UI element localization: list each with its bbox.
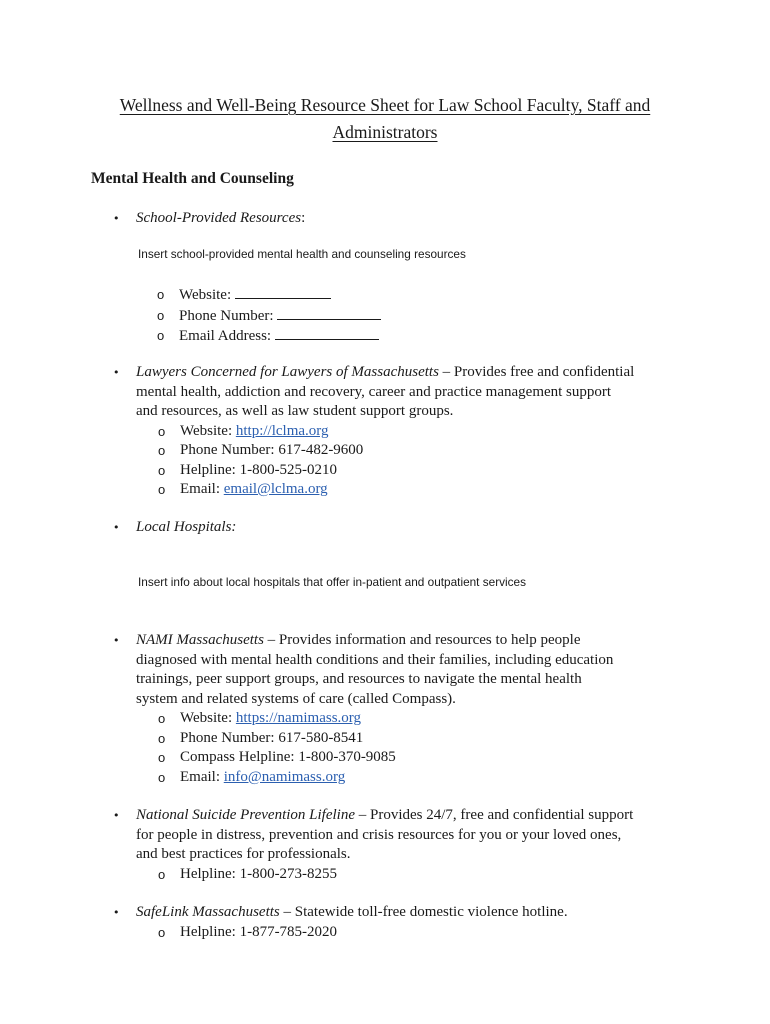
list-item [158,709,693,729]
bullet-icon: • [113,521,120,534]
safelink-helpline: Helpline: 1-877-785-2020 [180,923,338,940]
nspl-desc: and best practices for professionals. [136,846,351,862]
section-heading: Mental Health and Counseling [91,170,294,187]
sub-bullet-icon: o [158,866,166,882]
nspl-name: National Suicide Prevention Lifeline [136,807,355,823]
lclma-desc: mental health, addiction and recovery, career and practice management support [136,383,612,400]
phone-blank-field[interactable] [277,306,381,320]
nami-name: NAMI Massachusetts [136,632,264,648]
website-blank-field[interactable] [235,285,331,299]
list-item [158,480,693,500]
sub-bullet-icon: o [157,328,165,343]
email-label: Email Address: [179,328,272,344]
sub-bullet-icon: o [158,750,166,765]
nami-helpline: Compass Helpline: 1-800-370-9085 [180,749,396,765]
sub-bullet-icon: o [157,287,165,302]
lclma-name: Lawyers Concerned for Lawyers of Massachusetts [136,364,439,380]
list-item [158,748,693,768]
lclma-helpline: Helpline: 1-800-525-0210 [180,461,338,478]
lclma-desc: – Provides free and confidential [438,364,635,380]
bullet-nspl [113,806,693,884]
email-label: Email: [180,481,224,497]
website-label: Website: [180,422,236,439]
sub-bullet-icon: o [158,711,166,726]
list-item [158,729,693,749]
nami-desc: diagnosed with mental health conditions and their families, including education [136,651,614,668]
bullet-school-resources [113,209,693,229]
title-line-2: Administrators [332,122,438,142]
local-hospitals-note: Insert info about local hospitals that offer in-patient and outpatient services [138,575,527,589]
list-item [157,306,381,327]
nspl-desc: for people in distress, prevention and crisis resources for you or your loved ones, [136,826,622,843]
lclma-website-link[interactable]: http://lclma.org [235,422,329,439]
bullet-icon: • [113,906,120,919]
school-resources-note: Insert school-provided mental health and counseling resources [138,247,466,261]
lclma-desc: and resources, as well as law student support groups. [136,403,454,419]
sub-bullet-icon: o [158,769,166,785]
website-label: Website: [179,287,232,303]
list-item [157,326,381,347]
bullet-lclma [113,363,693,500]
nami-desc: trainings, peer support groups, and resources to navigate the mental health [136,671,582,687]
nami-phone: Phone Number: 617-580-8541 [180,729,364,746]
website-label: Website: [180,710,236,726]
list-item [158,768,693,788]
safelink-desc: – Statewide toll-free domestic violence hotline. [279,904,568,920]
lclma-email-link[interactable]: email@lclma.org [223,481,328,497]
sub-bullet-icon: o [158,423,166,439]
nami-desc: system and related systems of care (called Compass). [136,690,456,707]
sub-bullet-icon: o [158,924,166,940]
colon: : [301,210,306,226]
bullet-nami [113,631,693,787]
sub-bullet-icon: o [158,443,166,458]
bullet-icon: • [113,366,120,379]
list-item [158,865,693,885]
sub-bullet-icon: o [158,462,166,478]
list-item [158,923,693,943]
bullet-icon: • [113,634,120,647]
bullet-local-hospitals [113,518,693,538]
school-resources-list [135,285,381,347]
local-hospitals-name: Local Hospitals: [136,519,237,535]
sub-bullet-icon: o [158,482,166,497]
school-resources-name: School-Provided Resources [136,210,302,226]
list-item [158,441,693,461]
email-blank-field[interactable] [275,326,379,340]
bullet-icon: • [113,809,120,822]
bullet-icon: • [113,212,120,225]
email-label: Email: [180,768,224,785]
nami-email-link[interactable]: info@namimass.org [223,768,346,785]
phone-label: Phone Number: [179,307,274,324]
list-item [158,422,693,442]
nami-desc: – Provides information and resources to help people [263,632,581,648]
safelink-name: SafeLink Massachusetts [136,904,280,920]
list-item [157,285,381,306]
lclma-phone: Phone Number: 617-482-9600 [180,442,364,458]
page-title [80,92,690,146]
sub-bullet-icon: o [158,730,166,746]
title-line-1: Wellness and Well-Being Resource Sheet for Law School Faculty, Staff and [119,95,651,115]
bullet-safelink [113,903,693,942]
nspl-helpline: Helpline: 1-800-273-8255 [180,865,338,882]
list-item [158,461,693,481]
nami-website-link[interactable]: https://namimass.org [235,710,362,726]
sub-bullet-icon: o [157,307,165,323]
nspl-desc: – Provides 24/7, free and confidential support [355,807,634,823]
